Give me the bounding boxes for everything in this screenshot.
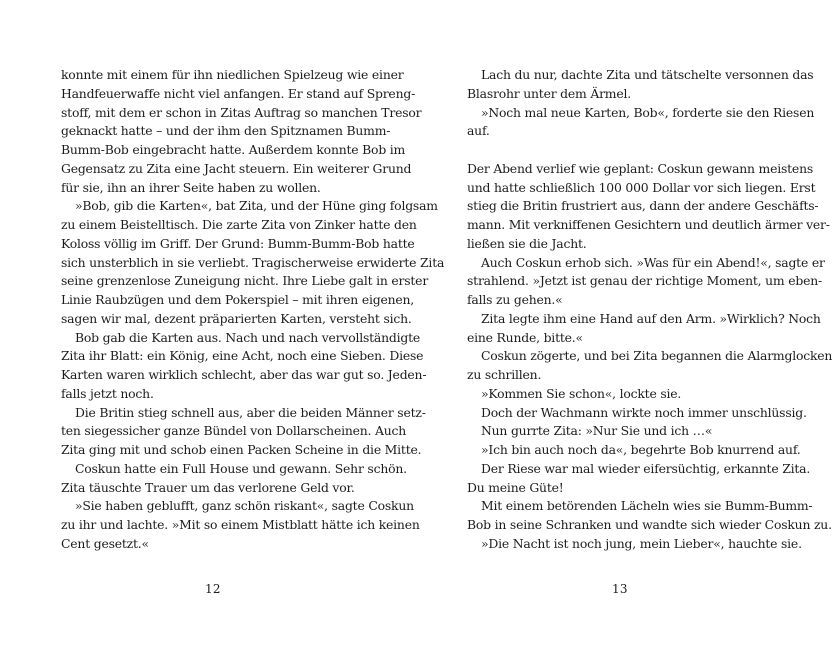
text-line: »Die Nacht ist noch jung, mein Lieber«, hauchte sie. <box>481 535 802 551</box>
text-line: Karten waren wirklich schlecht, aber das war gut so. Jeden- <box>61 367 427 382</box>
text-line: konnte mit einem für ihn niedlichen Spielzeug wie einer <box>61 67 404 82</box>
text-line: Der Abend verlief wie geplant: Coskun gewann meistens <box>467 160 814 176</box>
text-line: Bumm-Bob eingebracht hatte. Außerdem konnte Bob im <box>61 142 406 157</box>
text-line: »Noch mal neue Karten, Bob«, forderte sie den Riesen <box>481 104 815 120</box>
text-line: für sie, ihn an ihrer Seite haben zu wollen. <box>61 179 321 195</box>
text-line: eine Runde, bitte.« <box>467 329 583 345</box>
right-page <box>467 66 833 554</box>
text-line: geknackt hatte – und der ihm den Spitznamen Bumm- <box>61 123 391 139</box>
text-line: falls zu gehen.« <box>467 292 563 307</box>
text-line: »Kommen Sie schon«, lockte sie. <box>481 385 682 401</box>
text-line: Doch der Wachmann wirkte noch immer unschlüssig. <box>481 404 807 420</box>
text-line: sich unsterblich in sie verliebt. Tragischerweise erwiderte Zita <box>61 254 445 270</box>
text-line: zu schrillen. <box>467 367 542 382</box>
text-line: Auch Coskun erhob sich. »Was für ein Abend!«, sagte er <box>481 254 825 270</box>
text-line: Lach du nur, dachte Zita und tätschelte versonnen das <box>481 67 814 82</box>
text-line: falls jetzt noch. <box>61 385 154 401</box>
text-line: und hatte schließlich 100 000 Dollar vor sich liegen. Erst <box>467 179 816 195</box>
text-line: Mit einem betörenden Lächeln wies sie Bumm-Bumm- <box>481 498 813 514</box>
text-line: Du meine Güte! <box>467 479 564 495</box>
text-line: Cent gesetzt.« <box>61 535 149 551</box>
text-line: strahlend. »Jetzt ist genau der richtige Moment, um eben- <box>467 273 822 289</box>
text-line: »Sie haben geblufft, ganz schön riskant«, sagte Coskun <box>75 498 414 514</box>
text-line: Zita täuschte Trauer um das verlorene Geld vor. <box>61 479 355 495</box>
text-line: zu einem Beistelltisch. Die zarte Zita von Zinker hatte den <box>61 217 417 232</box>
text-line: ten siegessicher ganze Bündel von Dollarscheinen. Auch <box>61 423 407 439</box>
text-line: zu ihr und lachte. »Mit so einem Mistblatt hätte ich keinen <box>61 517 420 532</box>
page-number-left: 12 <box>205 582 221 596</box>
text-line: Gegensatz zu Zita eine Jacht steuern. Ein weiterer Grund <box>61 160 412 176</box>
text-line: Coskun hatte ein Full House und gewann. Sehr schön. <box>75 460 407 476</box>
text-line: Linie Raubzügen und dem Pokerspiel – mit ihren eigenen, <box>61 292 415 307</box>
text-line: stieg die Britin frustriert aus, dann der andere Geschäfts- <box>467 198 819 214</box>
text-line: Die Britin stieg schnell aus, aber die beiden Männer setz- <box>75 404 426 420</box>
text-line: Zita ihr Blatt: ein König, eine Acht, noch eine Sieben. Diese <box>61 348 424 364</box>
text-line: Bob in seine Schranken und wandte sich wieder Coskun zu. <box>467 517 832 532</box>
text-line: »Ich bin auch noch da«, begehrte Bob knurrend auf. <box>481 442 801 457</box>
text-line: Koloss völlig im Griff. Der Grund: Bumm-Bumm-Bob hatte <box>61 235 415 251</box>
text-line: Der Riese war mal wieder eifersüchtig, erkannte Zita. <box>481 460 811 476</box>
text-line: ließen sie die Jacht. <box>467 235 587 251</box>
text-line: mann. Mit verkniffenen Gesichtern und deutlich ärmer ver- <box>467 217 830 232</box>
text-line: seine grenzenlose Zuneigung nicht. Ihre Liebe galt in erster <box>61 273 429 289</box>
blank-line <box>467 141 775 160</box>
left-page <box>61 66 445 554</box>
text-line: Nun gurrte Zita: »Nur Sie und ich …« <box>481 423 713 439</box>
text-line: »Bob, gib die Karten«, bat Zita, und der Hüne ging folgsam <box>75 198 438 214</box>
text-line: Zita ging mit und schob einen Packen Scheine in die Mitte. <box>61 442 422 457</box>
text-line: Bob gab die Karten aus. Nach und nach vervollständigte <box>75 329 421 345</box>
page-number-right: 13 <box>612 582 628 596</box>
text-line: Handfeuerwaffe nicht viel anfangen. Er stand auf Spreng- <box>61 85 416 101</box>
text-line: Coskun zögerte, und bei Zita begannen die Alarmglocken <box>481 348 833 364</box>
text-line: sagen wir mal, dezent präparierten Karten, versteht sich. <box>61 310 412 326</box>
text-line: stoff, mit dem er schon in Zitas Auftrag so manchen Tresor <box>61 104 422 120</box>
text-line: auf. <box>467 123 490 139</box>
text-line: Zita legte ihm eine Hand auf den Arm. »Wirklich? Noch <box>481 310 821 326</box>
text-line: Blasrohr unter dem Ärmel. <box>467 85 631 101</box>
